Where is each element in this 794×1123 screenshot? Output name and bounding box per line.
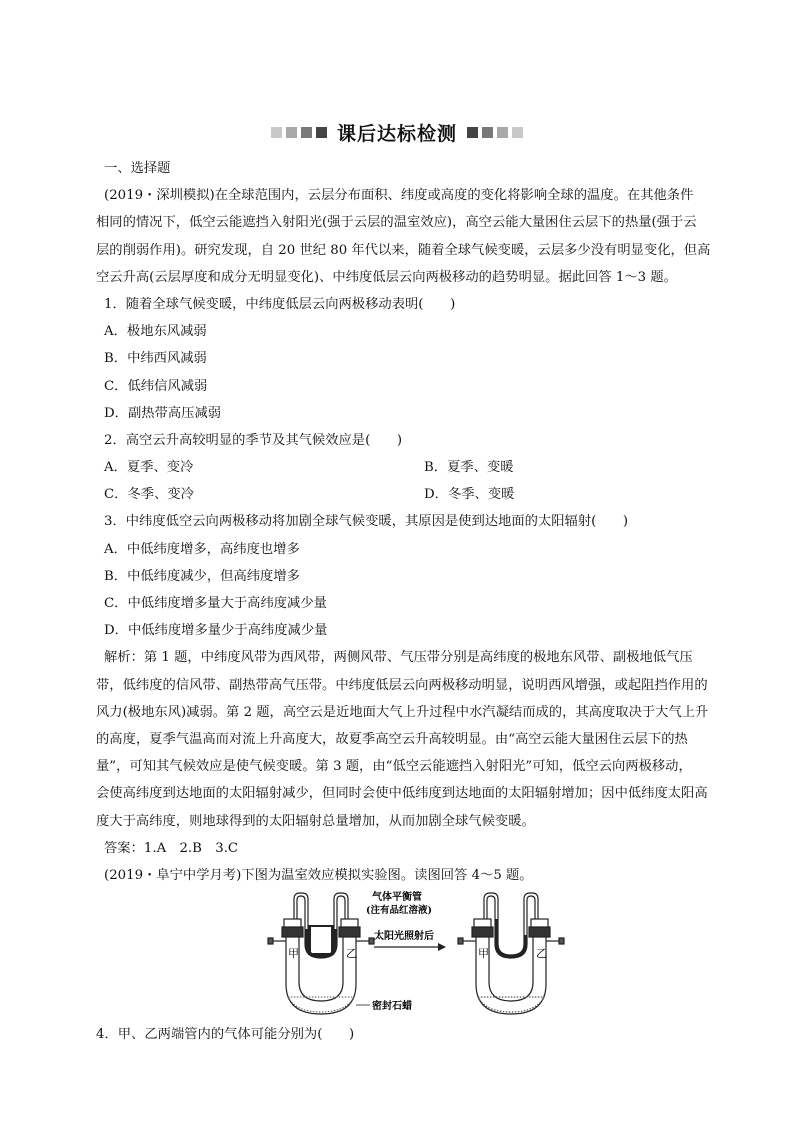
decor-square <box>467 127 478 138</box>
analysis-line: 会使高纬度到达地面的太阳辐射减少，但同时会使中低纬度到达地面的太阳辐射增加；因中低纬度太阳高 <box>96 786 708 802</box>
option: B．夏季、变暖 <box>424 460 514 476</box>
document-body <box>96 155 718 1048</box>
option: C．中低纬度增多量大于高纬度减少量 <box>104 596 327 611</box>
arrow-label: 太阳光照射后 <box>374 931 434 943</box>
title-bar <box>0 120 794 144</box>
yi-label: 乙 <box>346 947 357 961</box>
yi-label: 乙 <box>536 947 547 961</box>
jia-label: 甲 <box>478 947 489 961</box>
decor-square <box>482 127 493 138</box>
option: D．中低纬度增多量少于高纬度减少量 <box>104 623 328 639</box>
analysis-line: 解析：第 1 题，中纬度风带为西风带，两侧风带、气压带分别是高纬度的极地东风带、副极地低气压 <box>104 650 693 666</box>
option: A．中低纬度增多，高纬度也增多 <box>104 541 300 557</box>
arrow-head-icon <box>438 943 446 951</box>
option: C．低纬信风减弱 <box>104 378 208 394</box>
balance-tube-label: 气体平衡管 <box>372 892 422 904</box>
option: D．冬季、变暖 <box>424 487 515 503</box>
question-2-stem: 2．高空云升高较明显的季节及其气候效应是( ) <box>104 432 403 448</box>
answer-line: 答案：1.A 2.B 3.C <box>104 840 239 856</box>
option: C．冬季、变冷 <box>104 487 194 503</box>
decor-square <box>286 127 297 138</box>
option: A．夏季、变冷 <box>104 460 194 476</box>
solution-label: (注有品红溶液) <box>366 905 432 917</box>
decor-square <box>301 127 312 138</box>
stem1-line: 层的削弱作用)。研究发现，自 20 世纪 80 年代以来，随着全球气候变暖，云层多少没有明显变化，但高 <box>96 242 711 258</box>
page-title: 课后达标检测 <box>336 122 457 145</box>
analysis-line: 度大于高纬度，则地球得到的太阳辐射总量增加，从而加剧全球气候变暖。 <box>96 813 535 829</box>
option: D．副热带高压减弱 <box>104 405 222 421</box>
question-3-stem: 3．中纬度低空云向两极移动将加剧全球气候变暖，其原因是使到达地面的太阳辐射( ) <box>104 514 629 530</box>
analysis-line: 带，低纬度的信风带、副热带高气压带。中纬度低层云向两极移动明显，说明西风增强，或起阻挡作用的 <box>96 677 708 693</box>
option-row <box>104 454 718 481</box>
stem1-line: 空云升高(云层厚度和成分无明显变化)、中纬度低层云向两极移动的趋势明显。据此回答 1～3 题。 <box>96 269 677 285</box>
analysis-line: 的高度，夏季气温高而对流上升高度大，故夏季高空云升高较明显。由“高空云能大量困住云层下的热 <box>96 731 688 747</box>
stem1-line: (2019・深圳模拟)在全球范围内，云层分布面积、纬度或高度的变化将影响全球的温度。在其他条件 <box>104 188 694 204</box>
option: B．中低纬度减少，但高纬度增多 <box>104 568 300 584</box>
question-1-stem: 1．随着全球气候变暖，中纬度低层云向两极移动表明( ) <box>104 296 456 312</box>
wax-label: 密封石蜡 <box>372 1001 412 1013</box>
experiment-diagram <box>266 889 566 1019</box>
stem1-line: 相同的情况下，低空云能遮挡入射阳光(强于云层的温室效应)，高空云能大量困住云层下的热量(强于云 <box>96 215 697 231</box>
analysis-line: 风力(极地东风)减弱。第 2 题，高空云是近地面大气上升过程中水汽凝结而成的，其高度取决于大气上升 <box>96 704 709 720</box>
decor-square <box>271 127 282 138</box>
decor-square <box>316 127 327 138</box>
option-row <box>104 481 718 508</box>
decor-square <box>512 127 523 138</box>
analysis-line: 量”，可知其气候效应是使气候变暖。第 3 题，由“低空云能遮挡入射阳光”可知，低空云向两极移动， <box>96 759 692 775</box>
decor-square <box>497 127 508 138</box>
greenhouse-experiment-figure <box>104 889 718 1019</box>
option: B．中纬西风减弱 <box>104 351 207 367</box>
option: A．极地东风减弱 <box>104 324 207 340</box>
section-heading: 一、选择题 <box>104 161 171 176</box>
question-4-stem: 4．甲、乙两端管内的气体可能分别为( ) <box>96 1027 355 1043</box>
jia-label: 甲 <box>288 947 299 961</box>
stem2-line: (2019・阜宁中学月考)下图为温室效应模拟实验图。读图回答 4～5 题。 <box>104 867 533 883</box>
